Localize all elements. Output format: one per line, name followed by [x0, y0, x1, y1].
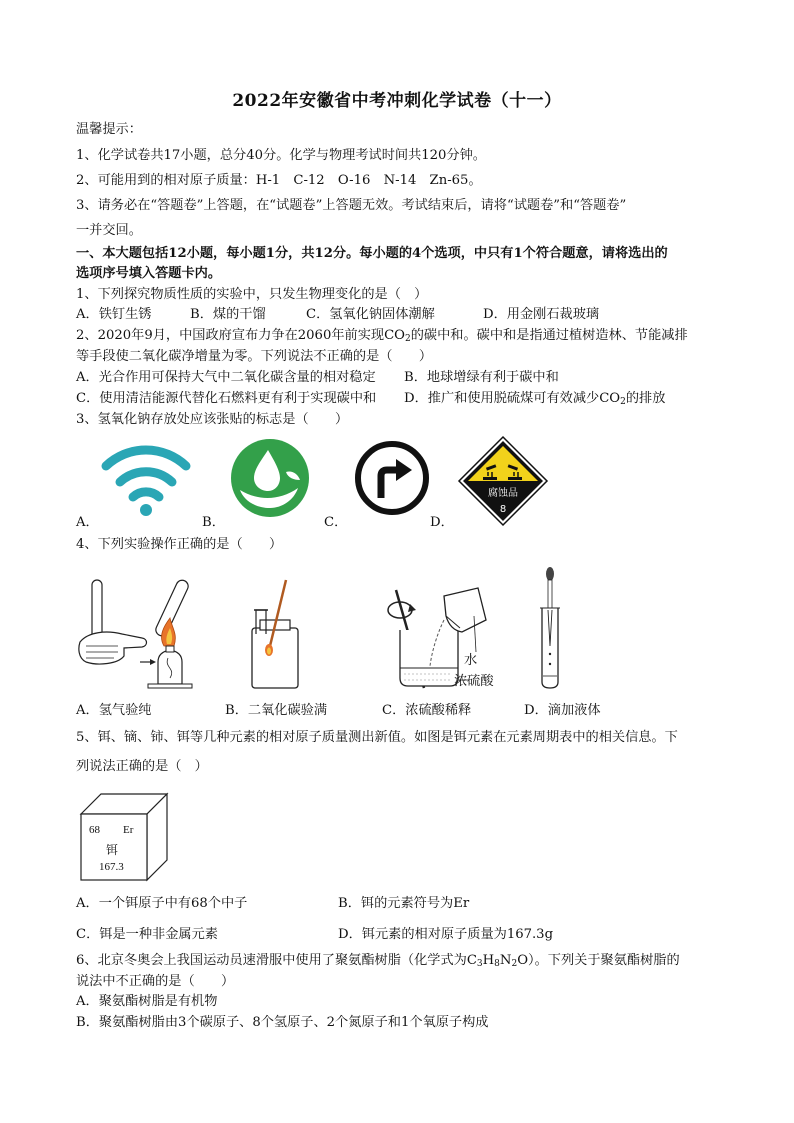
tip-item: 1、化学试卷共17小题，总分40分。化学与物理考试时间共120分钟。 [76, 148, 486, 163]
turn-right-icon [354, 440, 430, 516]
question-6-stem-cont: 说法中不正确的是（ ） [76, 974, 235, 989]
q1-option-c: C．氢氧化钠固体潮解 [306, 307, 435, 322]
q2-option-a: A．光合作用可保持大气中二氧化碳含量的相对稳定 [76, 370, 376, 385]
question-3-stem: 3、氢氧化钠存放处应该张贴的标志是（ ） [76, 412, 349, 427]
co2-test-illustration [246, 576, 304, 692]
wifi-icon [100, 438, 192, 518]
q5-option-a: A．一个铒原子中有68个中子 [76, 896, 248, 911]
q5-option-c: C．铒是一种非金属元素 [76, 927, 218, 942]
q4-option-b: B．二氧化碳验满 [225, 703, 328, 718]
q4-option-c: C．浓硫酸稀释 [382, 703, 472, 718]
hazard-sign-text: 腐蚀品 [488, 488, 518, 499]
question-1-stem: 1、下列探究物质性质的实验中，只发生物理变化的是（ ） [76, 287, 428, 302]
q2-option-c: C．使用清洁能源代替化石燃料更有利于实现碳中和 [76, 391, 377, 406]
q6-option-a: A．聚氨酯树脂是有机物 [76, 994, 218, 1009]
dropper-illustration [534, 566, 568, 692]
tips-heading: 温馨提示： [76, 122, 142, 137]
hazard-sign-number: 8 [499, 504, 507, 515]
q1-option-a: A．铁钉生锈 [76, 307, 152, 322]
question-5-stem-cont: 列说法正确的是（ ） [76, 759, 208, 774]
q2-option-d: D．推广和使用脱硫煤可有效减少$CO_2$的排放 [404, 391, 666, 407]
element-mass: 167.3 [99, 861, 124, 873]
q3-option-d: D． [430, 515, 454, 530]
element-name: 铒 [106, 843, 119, 857]
section-heading: 一、本大题包括12小题，每小题1分，共12分。每小题的4个选项，中只有1个符合题意，请将选出的 [76, 246, 668, 261]
hydrogen-test-illustration [78, 576, 202, 692]
q4-option-d: D．滴加液体 [524, 703, 601, 718]
section-heading-cont: 选项序号填入答题卡内。 [76, 266, 222, 281]
q2-option-b: B．地球增绿有利于碳中和 [404, 370, 559, 385]
q1-option-d: D．用金刚石裁玻璃 [483, 307, 600, 322]
tip-item: 3、请务必在“答题卷”上答题，在“试题卷”上答题无效。考试结束后，请将“试题卷”和“答题卷” [76, 198, 627, 213]
question-5-stem: 5、铒、镝、铈、铒等几种元素的相对原子质量测出新值。如图是铒元素在元素周期表中的相关信息。下 [76, 730, 678, 745]
corrosive-hazard-icon [458, 436, 548, 526]
q3-option-b: B． [202, 515, 225, 530]
q6-option-b: B．聚氨酯树脂由3个碳原子、8个氢原子、2个氮原子和1个氧原子构成 [76, 1015, 489, 1030]
element-number: 68 [89, 824, 100, 836]
question-2-stem-cont: 等手段使二氧化碳净增量为零。下列说法不正确的是（ ） [76, 349, 433, 364]
q4-option-a: A．氢气验纯 [76, 703, 152, 718]
q3-option-a: A． [76, 515, 99, 530]
question-4-stem: 4、下列实验操作正确的是（ ） [76, 537, 283, 552]
page-title: 2022年安徽省中考冲刺化学试卷（十一） [232, 91, 562, 111]
tip-item: 一并交回。 [76, 223, 142, 238]
question-6-stem: 6、北京冬奥会上我国运动员速滑服中使用了聚氨酯树脂（化学式为$C_3H_8N_2O$）。下列关于聚氨酯树脂的 [76, 953, 680, 969]
label-concentrated-acid: 浓硫酸 [454, 674, 494, 689]
question-2-stem: 2、2020年9月，中国政府宣布力争在2060年前实现$CO_2$的碳中和。碳中和是指通过植树造林、节能减排 [76, 328, 688, 344]
tip-item: 2、可能用到的相对原子质量：H-1 C-12 O-16 N-14 Zn-65。 [76, 173, 482, 188]
q5-option-b: B．铒的元素符号为Er [338, 896, 470, 911]
water-saving-icon [230, 438, 310, 518]
element-symbol: Er [123, 824, 134, 836]
q5-option-d: D．铒元素的相对原子质量为167.3g [338, 927, 554, 942]
element-cell-erbium [79, 792, 171, 884]
q3-option-c: C． [324, 515, 348, 530]
label-water: 水 [464, 653, 478, 668]
q1-option-b: B．煤的干馏 [190, 307, 266, 322]
